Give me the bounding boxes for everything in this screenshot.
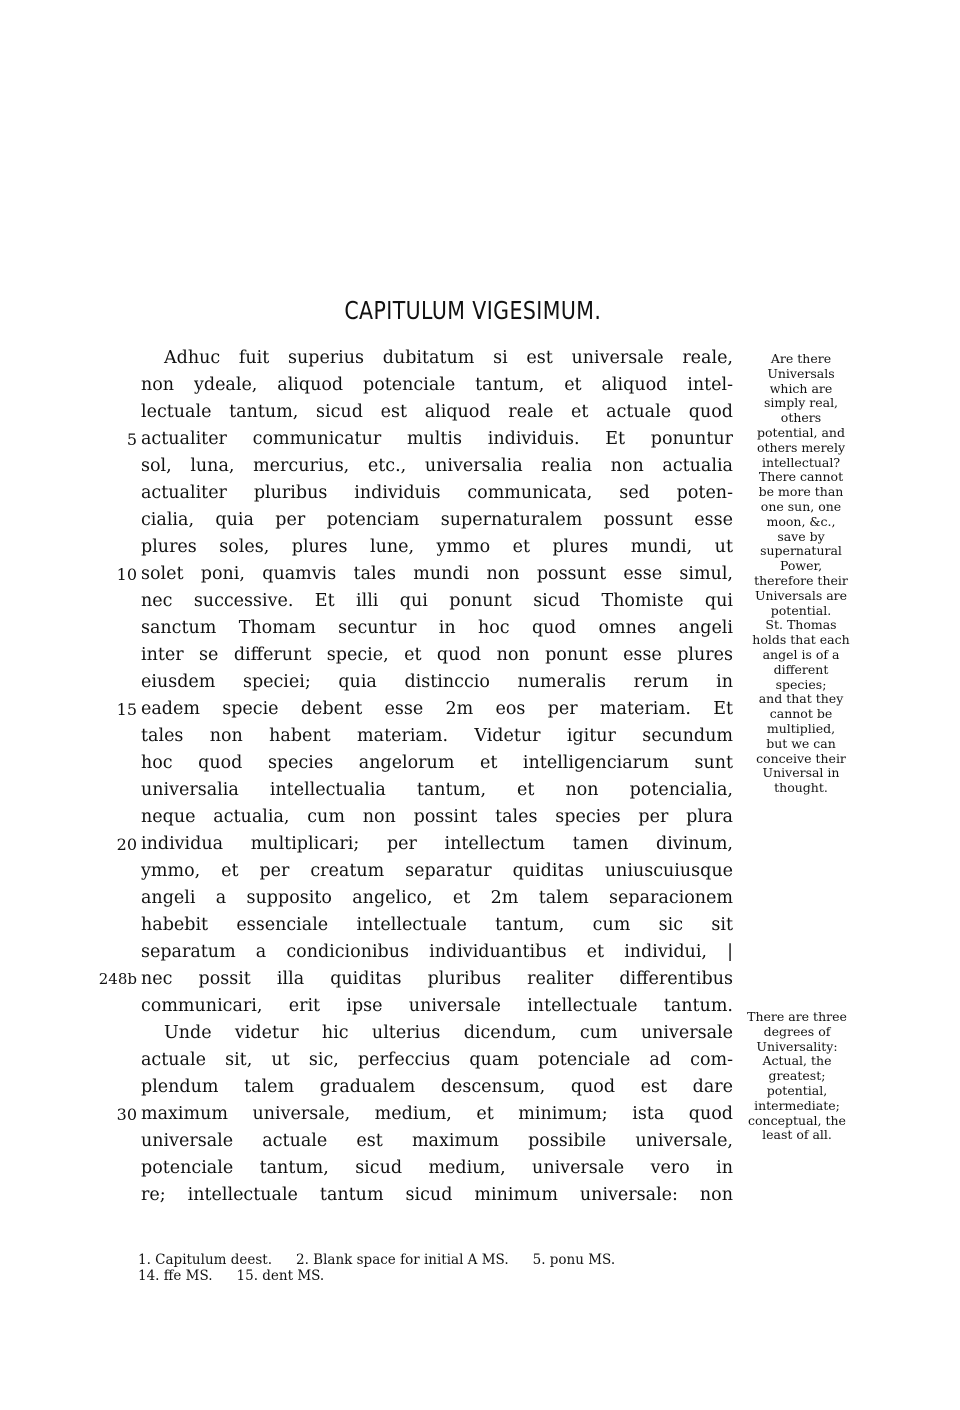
footnote-5: 5. ponu MS. — [532, 1252, 616, 1268]
line-text: actualiter pluribus individuis communicata, sed poten- — [141, 483, 733, 503]
sidenote-line: others — [780, 410, 822, 426]
marginal-note-degrees — [732, 1010, 862, 1143]
text-line — [126, 426, 733, 453]
sidenote-line: be more than — [758, 484, 844, 500]
text-line — [141, 399, 733, 426]
sidenote-line: Are there — [770, 351, 832, 366]
text-line — [141, 1074, 733, 1101]
sidenote-line: angel is of a — [762, 646, 840, 662]
line-number: 10 — [116, 565, 137, 584]
footnote-1: 1. Capitulum deest. — [138, 1252, 272, 1268]
sidenote-line: There are three — [747, 1009, 847, 1024]
line-text: inter se differunt specie, et quod non ponunt esse plures — [141, 645, 733, 665]
footnote-line-1 — [138, 1252, 758, 1268]
text-line — [141, 1182, 733, 1209]
text-line — [141, 804, 733, 831]
text-line — [141, 1047, 733, 1074]
line-text: solet poni, quamvis tales mundi non possunt esse simul, — [141, 564, 733, 584]
text-line — [141, 507, 733, 534]
line-text: actuale sit, ut sic, perfeccius quam potenciale ad com- — [141, 1050, 733, 1070]
line-text: re; intellectuale tantum sicud minimum universale: non — [141, 1185, 733, 1205]
sidenote-line: potential, — [766, 1082, 828, 1098]
line-text: angeli a supposito angelico, et 2m talem separacionem — [141, 888, 733, 908]
text-line — [141, 1128, 733, 1155]
folio-number: 248b — [98, 970, 137, 988]
line-text: habebit essenciale intellectuale tantum, cum sic sit — [141, 915, 733, 935]
line-text: lectuale tantum, sicud est aliquod reale et actuale quod — [141, 402, 733, 422]
text-line — [141, 453, 733, 480]
text-line — [116, 831, 733, 858]
sidenote-line: cannot be — [769, 706, 833, 722]
line-text: cialia, quia per potenciam supernaturalem possunt esse — [141, 510, 733, 530]
line-text: plures soles, plures lune, ymmo et plures mundi, ut — [141, 537, 733, 557]
text-line — [141, 750, 733, 777]
sidenote-line: thought. — [774, 780, 828, 796]
text-line — [141, 1020, 733, 1047]
line-text: nec successive. Et illi qui ponunt sicud Thomiste qui — [141, 591, 733, 611]
text-line — [141, 534, 733, 561]
text-line — [141, 588, 733, 615]
sidenote-line: moon, &c., — [766, 513, 836, 529]
text-line — [141, 723, 733, 750]
sidenote-line: Power, — [779, 558, 823, 574]
footnotes — [138, 1252, 758, 1284]
sidenote-line: one sun, one — [760, 498, 842, 514]
chapter-heading: CAPITULUM VIGESIMUM. — [344, 296, 602, 325]
text-line — [98, 966, 733, 993]
line-text: maximum universale, medium, et minimum; ista quod — [141, 1104, 733, 1124]
line-text: sol, luna, mercurius, etc., universalia realia non actualia — [141, 456, 733, 476]
sidenote-line: conceptual, the — [748, 1112, 846, 1128]
text-line — [141, 858, 733, 885]
sidenote-line: There cannot — [758, 469, 844, 485]
line-number: 15 — [116, 700, 137, 719]
sidenote-line: potential, and — [757, 424, 845, 440]
line-text: nec possit illa quiditas pluribus realiter differentibus — [141, 969, 733, 989]
line-text: individua multiplicari; per intellectum tamen divinum, — [141, 834, 733, 854]
line-number: 30 — [116, 1105, 137, 1124]
sidenote-line: different — [773, 661, 829, 677]
line-text: non ydeale, aliquod potenciale tantum, et aliquod intel- — [141, 375, 733, 395]
text-line — [141, 372, 733, 399]
sidenote-line: simply real, — [763, 395, 839, 411]
line-text: separatum a condicionibus individuantibus et individui, | — [141, 942, 733, 962]
marginal-note-universals — [736, 352, 866, 796]
text-line — [141, 642, 733, 669]
sidenote-line: therefore their — [754, 572, 848, 588]
text-line — [141, 615, 733, 642]
footnote-14: 14. ffe MS. — [138, 1268, 213, 1284]
text-line — [141, 669, 733, 696]
line-text: eiusdem speciei; quia distinccio numeralis rerum in — [141, 672, 733, 692]
text-line — [141, 939, 733, 966]
text-line — [141, 777, 733, 804]
line-text: potenciale tantum, sicud medium, universale vero in — [141, 1158, 733, 1178]
line-number: 20 — [116, 835, 137, 854]
line-text: Unde videtur hic ulterius dicendum, cum universale — [164, 1023, 733, 1043]
footnote-line-2 — [138, 1268, 758, 1284]
text-line — [116, 696, 733, 723]
sidenote-line: intermediate; — [754, 1097, 840, 1113]
text-line — [141, 993, 733, 1020]
sidenote-line: Actual, the — [762, 1053, 832, 1069]
sidenote-line: save by — [777, 528, 825, 544]
sidenote-line: Universal in — [762, 765, 840, 781]
sidenote-line: Universality: — [756, 1038, 838, 1054]
text-line — [141, 480, 733, 507]
line-text: Adhuc fuit superius dubitatum si est universale reale, — [164, 348, 733, 368]
sidenote-line: Universals — [767, 365, 835, 381]
line-text: eadem specie debent esse 2m eos per materiam. Et — [141, 699, 733, 719]
line-text: universale actuale est maximum possibile universale, — [141, 1131, 733, 1151]
text-line — [141, 345, 733, 372]
sidenote-line: greatest; — [768, 1068, 826, 1084]
text-line — [141, 885, 733, 912]
line-text: actualiter communicatur multis individuis. Et ponuntur — [141, 429, 733, 449]
sidenote-line: species; — [775, 676, 827, 692]
sidenote-line: potential. — [770, 602, 832, 618]
sidenote-line: conceive their — [756, 750, 846, 766]
line-text: neque actualia, cum non possint tales species per plura — [141, 807, 733, 827]
line-text: communicari, erit ipse universale intellectuale tantum. — [141, 996, 733, 1016]
sidenote-line: degrees of — [763, 1023, 831, 1039]
sidenote-line: St. Thomas — [765, 617, 837, 633]
sidenote-line: intellectual? — [761, 454, 841, 470]
line-text: hoc quod species angelorum et intelligenciarum sunt — [141, 753, 733, 773]
footnote-15: 15. dent MS. — [236, 1268, 325, 1284]
sidenote-line: supernatural — [760, 543, 842, 559]
sidenote-line: others merely — [756, 439, 846, 455]
line-text: sanctum Thomam secuntur in hoc quod omnes angeli — [141, 618, 733, 638]
sidenote-line: which are — [769, 380, 833, 396]
text-line — [141, 912, 733, 939]
sidenote-line: least of all. — [762, 1127, 832, 1143]
sidenote-line: holds that each — [752, 632, 850, 648]
line-text: tales non habent materiam. Videtur igitur secundum — [141, 726, 733, 746]
sidenote-line: Universals are — [754, 587, 848, 603]
sidenote-line: but we can — [766, 735, 836, 751]
text-line — [116, 561, 733, 588]
sidenote-line: and that they — [758, 691, 844, 707]
line-number: 5 — [126, 430, 137, 449]
text-line — [116, 1101, 733, 1128]
line-text: plendum talem gradualem descensum, quod est dare — [141, 1077, 733, 1097]
line-text: universalia intellectualia tantum, et non potencialia, — [141, 780, 733, 800]
sidenote-line: multiplied, — [766, 720, 836, 736]
footnote-2: 2. Blank space for initial A MS. — [296, 1252, 509, 1268]
line-text: ymmo, et per creatum separatur quiditas uniuscuiusque — [141, 861, 733, 881]
main-text — [98, 345, 733, 1209]
text-line — [141, 1155, 733, 1182]
